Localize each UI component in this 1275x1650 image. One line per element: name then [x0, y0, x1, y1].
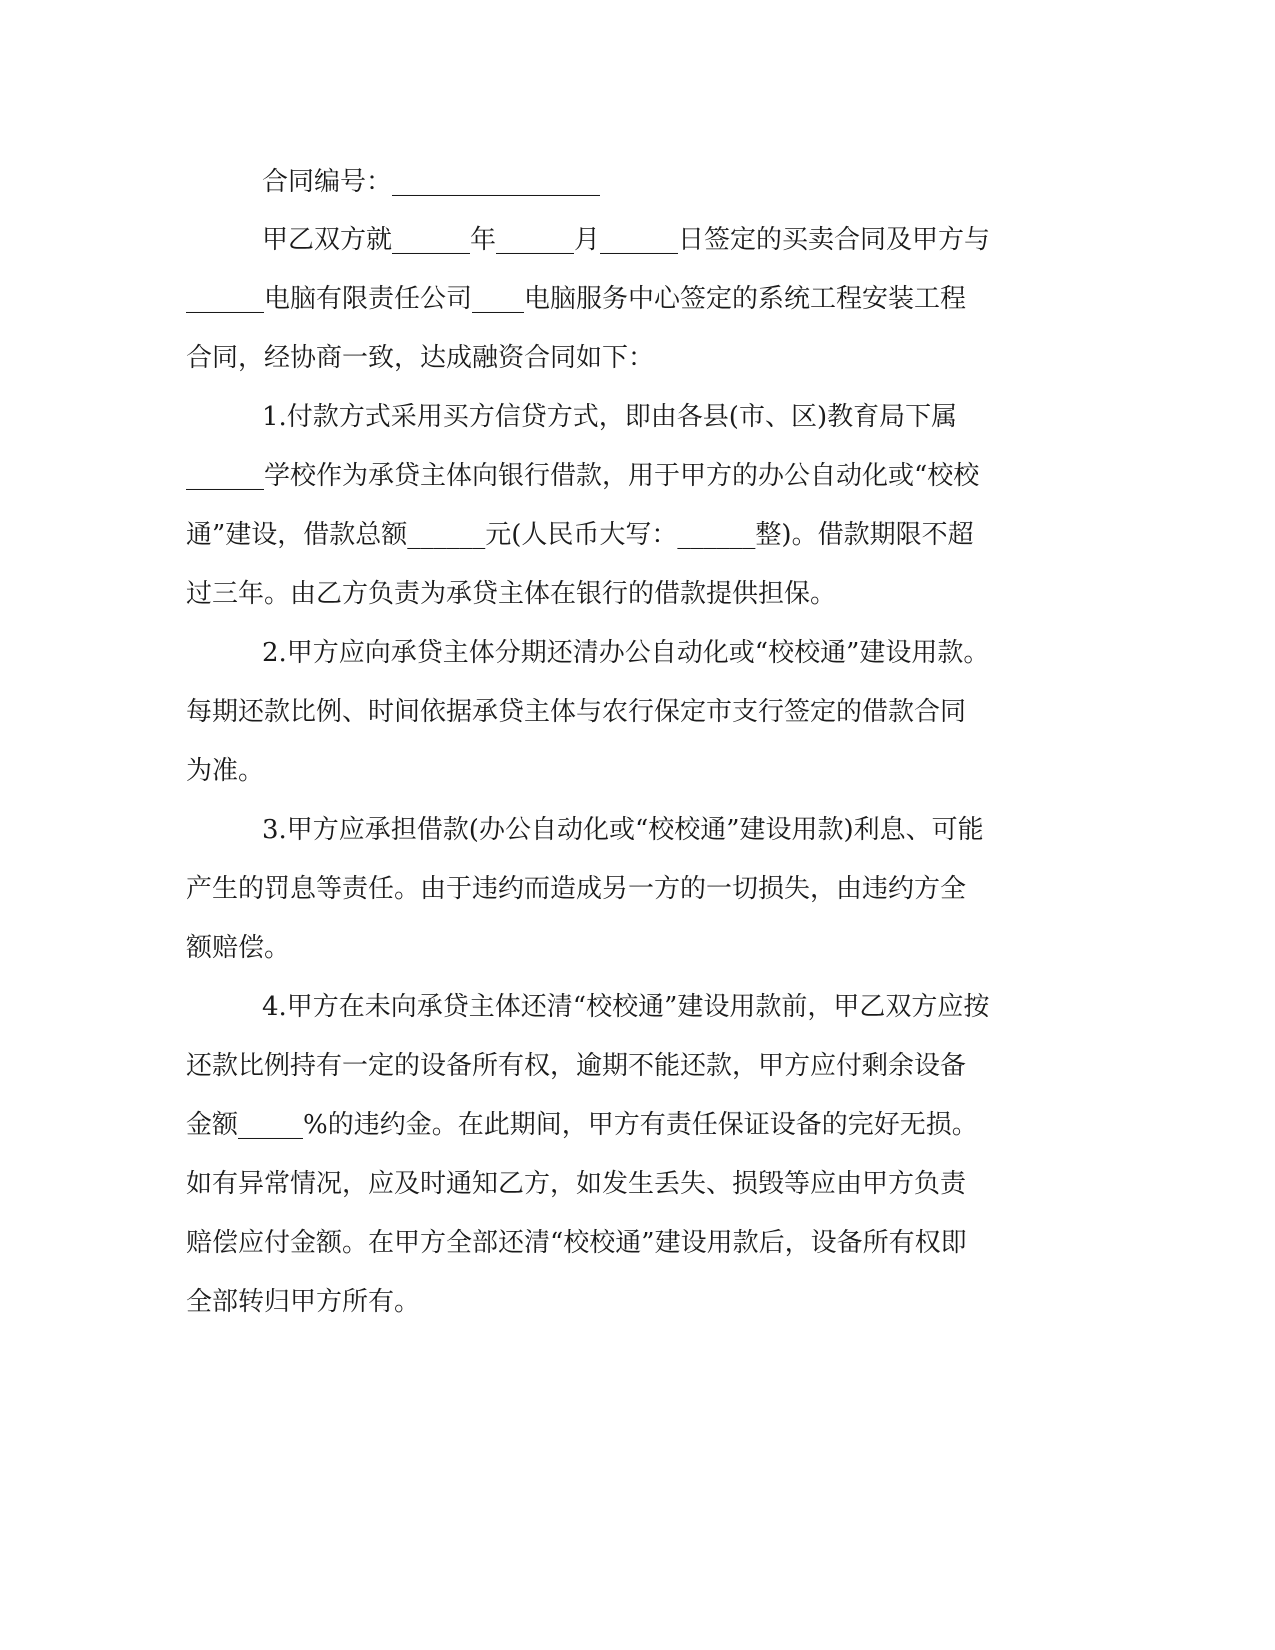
- clause-3-line-3: 额赔偿。: [186, 933, 291, 963]
- clause-4-line-6: 全部转归甲方所有。: [186, 1287, 421, 1317]
- clause-1-line-2: ______学校作为承贷主体向银行借款，用于甲方的办公自动化或“校校: [186, 461, 980, 491]
- clause-4-line-1: 4.甲方在未向承贷主体还清“校校通”建设用款前，甲乙双方应按: [262, 992, 990, 1022]
- paragraph-intro-line-2: ______电脑有限责任公司____电脑服务中心签定的系统工程安装工程: [186, 284, 967, 314]
- clause-1-line-3: 通”建设，借款总额______元(人民币大写：______整)。借款期限不超: [186, 520, 974, 550]
- clause-2-line-3: 为准。: [186, 756, 265, 786]
- clause-2-line-2: 每期还款比例、时间依据承贷主体与农行保定市支行签定的借款合同: [186, 697, 967, 727]
- paragraph-intro-line-1: 甲乙双方就______年______月______日签定的买卖合同及甲方与: [262, 225, 991, 255]
- clause-3-line-2: 产生的罚息等责任。由于违约而造成另一方的一切损失，由违约方全: [186, 874, 967, 904]
- clause-3-line-1: 3.甲方应承担借款(办公自动化或“校校通”建设用款)利息、可能: [262, 815, 984, 845]
- clause-4-line-3: 金额_____%的违约金。在此期间，甲方有责任保证设备的完好无损。: [186, 1110, 978, 1140]
- contract-number-line: 合同编号：________________: [262, 167, 601, 197]
- clause-1-line-4: 过三年。由乙方负责为承贷主体在银行的借款提供担保。: [186, 579, 837, 609]
- clause-4-line-5: 赔偿应付金额。在甲方全部还清“校校通”建设用款后，设备所有权即: [186, 1228, 967, 1258]
- paragraph-intro-line-3: 合同，经协商一致，达成融资合同如下：: [186, 343, 655, 373]
- clause-4-line-4: 如有异常情况，应及时通知乙方，如发生丢失、损毁等应由甲方负责: [186, 1169, 967, 1199]
- clause-2-line-1: 2.甲方应向承贷主体分期还清办公自动化或“校校通”建设用款。: [262, 638, 990, 668]
- clause-4-line-2: 还款比例持有一定的设备所有权，逾期不能还款，甲方应付剩余设备: [186, 1051, 967, 1081]
- clause-1-line-1: 1.付款方式采用买方信贷方式，即由各县(市、区)教育局下属: [262, 402, 958, 432]
